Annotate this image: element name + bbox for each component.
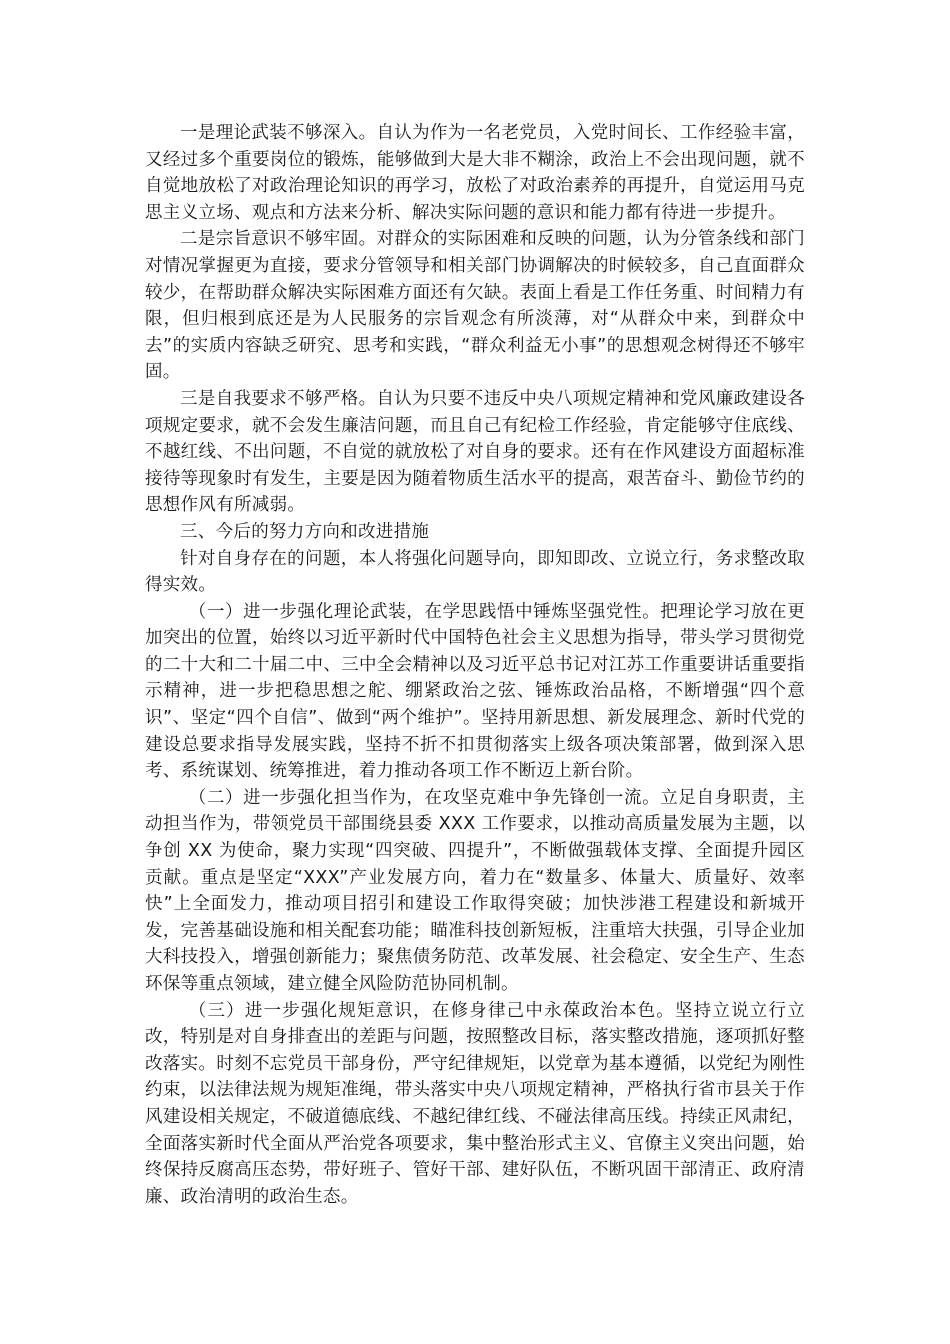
paragraph-purpose: 二是宗旨意识不够牢固。对群众的实际困难和反映的问题，认为分管条线和部门对情况掌握更为直接，要求分管领导和相关部门协调解决的时候较多，自己直面群众较少，在帮助群众解决实际困难方面还有欠缺。表面上看是工作任务重、时间精力有限，但归根到底还是为人民服务的宗旨观念有所淡薄，对“从群众中来，到群众中去”的实质内容缺乏研究、思考和实践，“群众利益无小事”的思想观念树得还不够牢固。: [145, 229, 805, 383]
paragraph-theory: 一是理论武装不够深入。自认为作为一名老党员，入党时间长、工作经验丰富，又经过多个重要岗位的锻炼，能够做到大是大非不糊涂，政治上不会出现问题，就不自觉地放松了对政治理论知识的再学习，放松了对政治素养的再提升，自觉运用马克思主义立场、观点和方法来分析、解决实际问题的意识和能力都有待进一步提升。: [145, 123, 805, 223]
paragraph-intro: 针对自身存在的问题，本人将强化问题导向，即知即改、立说立行，务求整改取得实效。: [145, 548, 805, 596]
paragraph-measure-3: （三）进一步强化规矩意识，在修身律己中永葆政治本色。坚持立说立行立改，特别是对自身排查出的差距与问题，按照整改目标，落实整改措施，逐项抓好整改落实。时刻不忘党员干部身份，严守纪律规矩，以党章为基本遵循，以党纪为刚性约束，以法律法规为规矩准绳，带头落实中央八项规定精神，严格执行省市县关于作风建设相关规定，不破道德底线、不越纪律红线、不碰法律高压线。持续正风肃纪，全面落实新时代全面从严治党各项要求，集中整治形式主义、官僚主义突出问题，始终保持反腐高压态势，带好班子、管好干部、建好队伍，不断巩固干部清正、政府清廉、政治清明的政治生态。: [145, 1000, 805, 1207]
paragraph-discipline: 三是自我要求不够严格。自认为只要不违反中央八项规定精神和党风廉政建设各项规定要求，就不会发生廉洁问题，而且自己有纪检工作经验，肯定能够守住底线、不越红线、不出问题，不自觉的就放松了对自身的要求。还有在作风建设方面超标准接待等现象时有发生，主要是因为随着物质生活水平的提高，艰苦奋斗、勤俭节约的思想作风有所减弱。: [145, 388, 805, 516]
paragraph-measure-1: （一）进一步强化理论武装，在学思践悟中锤炼坚强党性。把理论学习放在更加突出的位置，始终以习近平新时代中国特色社会主义思想为指导，带头学习贯彻党的二十大和二十届二中、三中全会精神以及习近平总书记对江苏工作重要讲话重要指示精神，进一步把稳思想之舵、绷紧政治之弦、锤炼政治品格，不断增强“四个意识”、坚定“四个自信”、做到“两个维护”。坚持用新思想、新发展理念、新时代党的建设总要求指导发展实践，坚持不折不扣贯彻落实上级各项决策部署，做到深入思考、系统谋划、统筹推进，着力推动各项工作不断迈上新台阶。: [145, 601, 805, 782]
section-heading: 三、今后的努力方向和改进措施: [180, 521, 430, 542]
document-body: [145, 120, 805, 1210]
paragraph-measure-2: （二）进一步强化担当作为，在攻坚克难中争先锋创一流。立足自身职责，主动担当作为，带领党员干部围绕县委 XXX 工作要求，以推动高质量发展为主题，以争创 XX 为使命，聚力实现“四突破、四提升”，不断做强载体支撑、全面提升园区贡献。重点是坚定“XXX”产业发展方向，着力在“数量多、体量大、质量好、效率快”上全面发力，推动项目招引和建设工作取得突破；加快涉港工程建设和新城开发，完善基础设施和相关配套功能；瞄准科技创新短板，注重培大扶强，引导企业加大科技投入，增强创新能力；聚焦债务防范、改革发展、社会稳定、安全生产、生态环保等重点领域，建立健全风险防范协同机制。: [145, 787, 805, 994]
